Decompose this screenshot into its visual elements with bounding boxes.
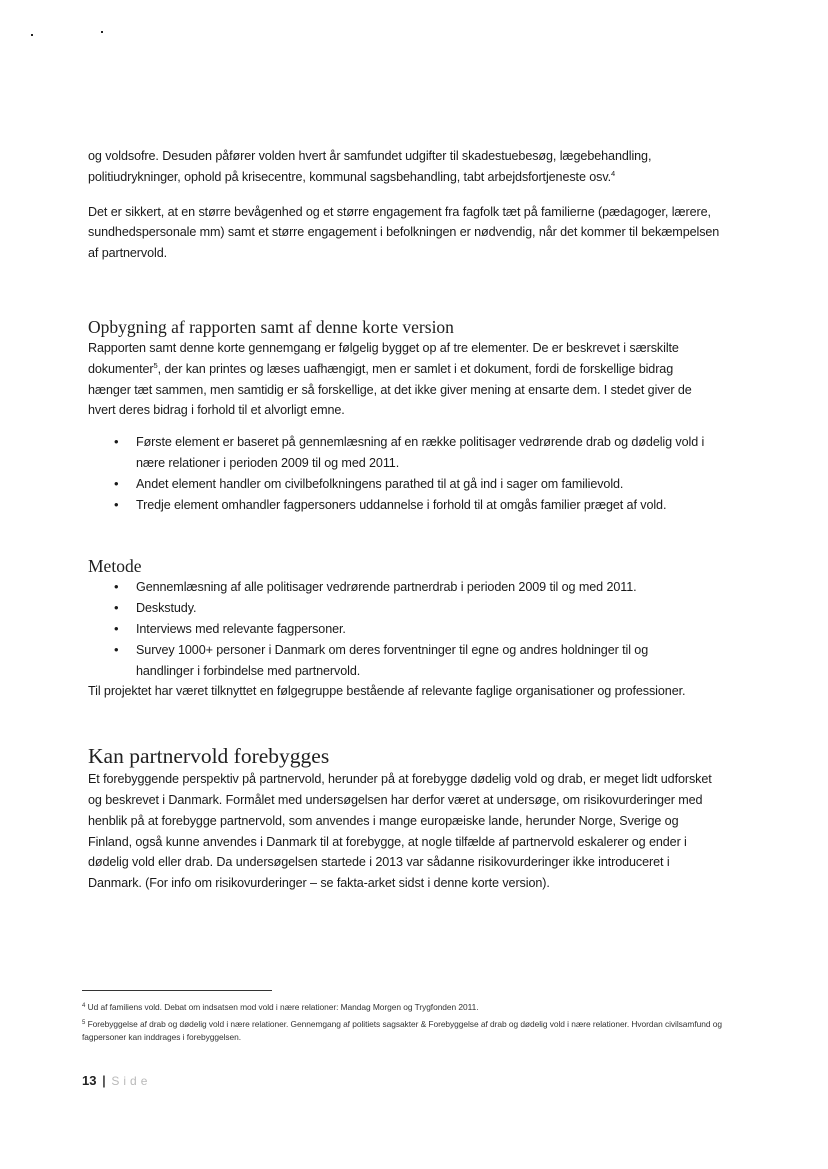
footnote-4: $^4$ Ud af familiens vold. Debat om indsatsen mod vold i nære relationer: Mandag Morgen og Trygfonden 2011.: [82, 1002, 479, 1012]
page-side-label: Side: [111, 1074, 152, 1088]
list-item: • Andet element handler om civilbefolkningens parathed til at gå ind i sager om familievold.: [88, 474, 724, 495]
prevention-paragraph: Et forebyggende perspektiv på partnervold, herunder på at forebygge dødelig vold og drab, er meget lidt udforsket og beskrevet i Danmark. Formålet med undersøgelsen har derfor været at undersøge, om risikovurderinger med henblik på at forebygge partnervold, som anvendes i mange europæiske lande, herunder Norge, Sverige og Finland, også kunne anvendes i Danmark til at forebygge, at nogle tilfælde af partnervold eskalerer og ender i dødelig vold eller drab. Da undersøgelsen startede i 2013 var sådanne risikovurderinger ikke introduceret i Danmark. (For info om risikovurderinger – se fakta-arket sidst i denne korte version).: [88, 772, 712, 891]
footnote-divider: [82, 990, 272, 991]
intro-paragraph-1: og voldsofre. Desuden påfører volden hvert år samfundet udgifter til skadestuebesøg, lægebehandling, politiudrykninger, ophold på krisecentre, kommunal sagsbehandling, tabt arbejdsfortjeneste osv.$^4$: [88, 149, 652, 184]
section-heading-report-structure: Opbygning af rapporten samt af denne korte version: [88, 316, 454, 337]
list-item: • Deskstudy.: [88, 598, 708, 619]
list-item: • Tredje element omhandler fagpersoners uddannelse i forhold til at omgås familier præget af vold.: [88, 495, 724, 516]
list-item: • Survey 1000+ personer i Danmark om deres forventninger til egne og andres holdninger til og handlinger i forbindelse med partnervold.: [88, 640, 708, 682]
list-item: • Første element er baseret på gennemlæsning af en række politisager vedrørende drab og dødelig vold i nære relationer i perioden 2009 til og med 2011.: [88, 432, 724, 474]
page-number: 13: [82, 1073, 97, 1088]
intro-paragraph-2: Det er sikkert, at en større bevågenhed og et større engagement fra fagfolk tæt på familierne (pædagoger, lærere, sundhedspersonale mm) samt et større engagement i befolkningen er nødvendig, når det kommer til bekæmpelsen af partnervold.: [88, 204, 720, 261]
method-list: [88, 577, 708, 681]
scan-speck: [31, 34, 33, 36]
list-item: • Gennemlæsning af alle politisager vedrørende partnerdrab i perioden 2009 til og med 2011.: [88, 577, 708, 598]
method-paragraph: Til projektet har været tilknyttet en følgegruppe bestående af relevante faglige organisationer og professioner.: [88, 684, 686, 699]
footnote-ref-5[interactable]: 5: [153, 360, 158, 370]
footnote-ref-4[interactable]: 4: [611, 168, 616, 178]
page-footer: [82, 1073, 151, 1088]
section-heading-prevention: Kan partnervold forebygges: [88, 744, 330, 769]
scan-speck: [101, 31, 103, 33]
page-separator: |: [102, 1073, 106, 1088]
list-item: • Interviews med relevante fagpersoner.: [88, 619, 708, 640]
document-page: [88, 146, 724, 894]
footnote-5: $^5$ Forebyggelse af drab og dødelig vold i nære relationer. Gennemgang af politiets sagsakter & Forebyggelse af drab og dødelig vold i nære relationer. Hvordan civilsamfund og fagpersoner kan inddrages i forebyggelsen.: [82, 1019, 722, 1042]
section-heading-method: Metode: [88, 556, 142, 577]
footnotes: [82, 1001, 730, 1044]
elements-list: [88, 432, 724, 515]
report-structure-paragraph: Rapporten samt denne korte gennemgang er følgelig bygget op af tre elementer. De er beskrevet i særskilte dokumenter$^5$, der kan printes og læses uafhængigt, men er samlet i et dokument, fordi de forskellige bidrag hænger tæt sammen, men samtidig er så forskellige, at det ikke giver mening at ensarte dem. I stedet giver de hvert deres bidrag i forhold til et alvorligt emne.: [88, 340, 692, 418]
